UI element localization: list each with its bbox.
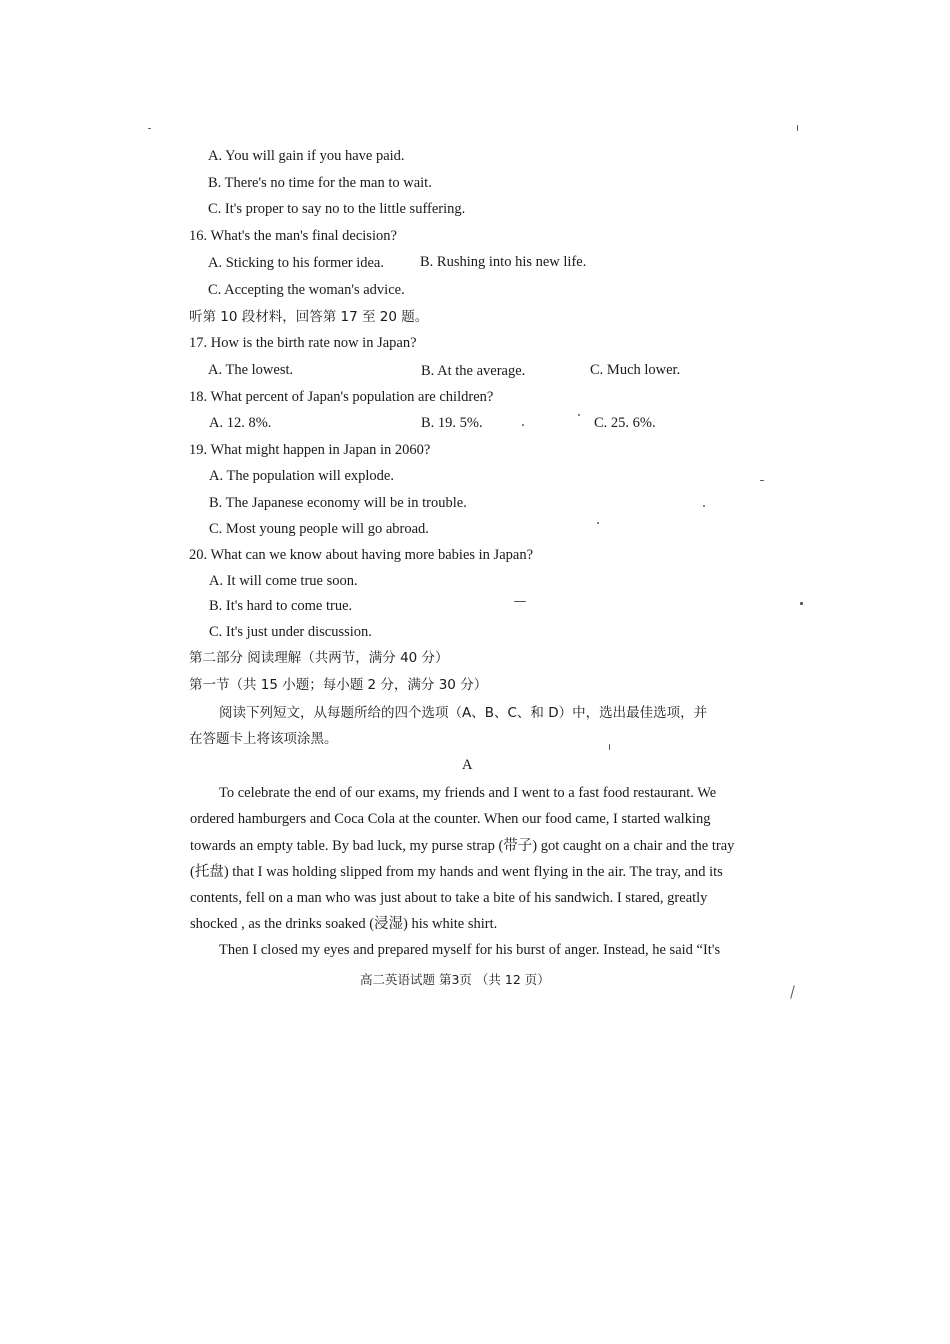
reading-instruction-line2: 在答题卡上将该项涂黑。 [189, 731, 338, 747]
page-footer: 高二英语试题 第3页 （共 12 页） [360, 972, 550, 987]
q18-option-c: C. 25. 6%. [594, 415, 656, 431]
q19-stem: 19. What might happen in Japan in 2060? [189, 442, 431, 458]
scan-speck [578, 414, 580, 416]
scan-speck [609, 744, 610, 750]
q17-option-b: B. At the average. [421, 363, 526, 379]
q16-option-a: A. Sticking to his former idea. [208, 255, 384, 271]
passage-line: shocked , as the drinks soaked (浸湿) his white shirt. [190, 916, 498, 933]
q20-stem: 20. What can we know about having more babies in Japan? [189, 547, 534, 563]
q16-option-c: C. Accepting the woman's advice. [208, 282, 405, 298]
scan-speck [522, 424, 524, 426]
scan-speck [148, 128, 151, 129]
scan-speck [800, 602, 803, 605]
q20-option-c: C. It's just under discussion. [209, 624, 372, 640]
passage-line: (托盘) that I was holding slipped from my hands and went flying in the air. The tray, and its [190, 863, 723, 880]
scan-speck [790, 985, 795, 999]
q15-option-a: A. You will gain if you have paid. [208, 148, 405, 164]
passage-label: A [462, 757, 473, 773]
q16-stem: 16. What's the man's final decision? [189, 228, 397, 244]
passage-line: contents, fell on a man who was just about to take a bite of his sandwich. I stared, greatly [190, 890, 708, 907]
q17-option-a: A. The lowest. [208, 362, 294, 378]
passage-line: towards an empty table. By bad luck, my purse strap (带子) got caught on a chair and the tray [190, 837, 735, 854]
scan-speck [597, 522, 599, 524]
q16-option-b: B. Rushing into his new life. [420, 254, 587, 270]
q15-option-b: B. There's no time for the man to wait. [208, 175, 432, 191]
passage-line: To celebrate the end of our exams, my friends and I went to a fast food restaurant. We [219, 785, 717, 801]
scan-speck [760, 480, 764, 481]
q19-option-c: C. Most young people will go abroad. [209, 521, 429, 537]
q18-option-b: B. 19. 5%. [421, 415, 483, 431]
q15-option-c: C. It's proper to say no to the little suffering. [208, 201, 466, 217]
passage-a-paragraph-2 [190, 937, 748, 963]
q20-option-a: A. It will come true soon. [209, 573, 358, 589]
passage-line: Then I closed my eyes and prepared myself for his burst of anger. Instead, he said “It's [219, 942, 721, 958]
passage-line: ordered hamburgers and Coca Cola at the counter. When our food came, I started walking [190, 811, 711, 828]
q17-stem: 17. How is the birth rate now in Japan? [189, 335, 417, 351]
q19-option-a: A. The population will explode. [209, 468, 394, 484]
part2-heading: 第二部分 阅读理解（共两节，满分 40 分） [189, 650, 449, 666]
q20-option-b: B. It's hard to come true. [209, 598, 353, 614]
q17-option-c: C. Much lower. [590, 362, 681, 378]
q18-stem: 18. What percent of Japan's population are children? [189, 389, 494, 405]
section1-heading: 第一节（共 15 小题；每小题 2 分，满分 30 分） [189, 677, 488, 693]
section10-instruction: 听第 10 段材料，回答第 17 至 20 题。 [189, 309, 429, 325]
q19-option-b: B. The Japanese economy will be in trouble. [209, 495, 467, 511]
q18-option-a: A. 12. 8%. [209, 415, 272, 431]
scan-speck [797, 125, 798, 131]
scan-speck [703, 505, 705, 507]
passage-a-paragraph-1 [190, 780, 748, 938]
reading-instruction-line1: 阅读下列短文，从每题所给的四个选项（A、B、C、和 D）中，选出最佳选项，并 [219, 705, 708, 721]
scan-speck [514, 601, 526, 602]
